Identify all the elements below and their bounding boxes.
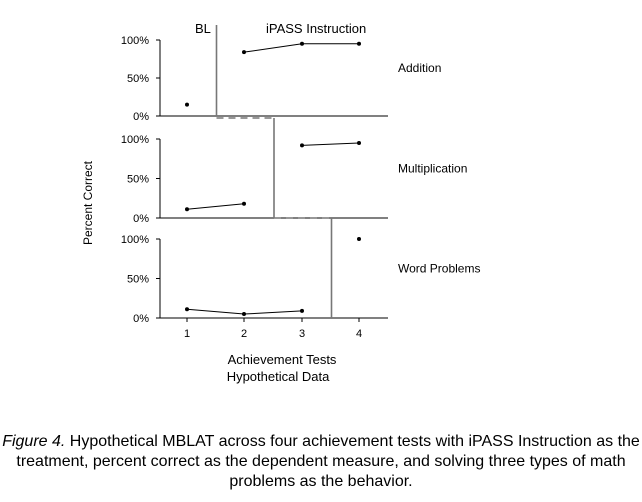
series-line: [244, 44, 302, 52]
x-tick-label: 1: [183, 328, 191, 340]
y-tick-label: 50%: [126, 73, 149, 85]
panel-label: Multiplication: [398, 161, 468, 176]
data-point: [357, 141, 361, 145]
figure-caption: [0, 432, 642, 492]
data-point: [300, 309, 304, 313]
y-axis-label: Percent Correct: [81, 160, 95, 246]
data-point: [185, 207, 189, 211]
data-point: [242, 50, 246, 54]
caption-label: Figure 4.: [2, 433, 66, 450]
data-point: [300, 143, 304, 147]
y-tick-label: 50%: [126, 273, 149, 286]
x-axis-label: Achievement Tests: [227, 352, 337, 367]
x-tick-label: 2: [240, 328, 248, 340]
series-line: [244, 311, 302, 314]
y-tick-label: 0%: [133, 111, 149, 123]
series-line: [187, 309, 244, 314]
data-point: [185, 307, 189, 311]
data-point: [357, 237, 361, 241]
y-tick-label: 50%: [126, 173, 149, 186]
x-tick-label: 4: [355, 328, 363, 340]
x-axis-sublabel: Hypothetical Data: [226, 369, 330, 384]
data-point: [242, 202, 246, 206]
y-tick-label: 100%: [120, 35, 149, 47]
phase-label-treatment: iPASS Instruction: [266, 21, 367, 36]
data-point: [300, 42, 304, 46]
phase-label-baseline: BL: [195, 21, 211, 36]
data-point: [357, 42, 361, 46]
data-point: [242, 312, 246, 316]
panels-group: [121, 35, 481, 340]
panel-label: Word Problems: [398, 261, 481, 276]
y-tick-label: 100%: [120, 134, 149, 146]
y-tick-label: 100%: [120, 234, 149, 246]
caption-text: Hypothetical MBLAT across four achievement tests with iPASS Instruction as the treatment, percent correct as the dependent measure, and solving three types of math problems as the behavior.: [16, 433, 640, 490]
x-tick-label: 3: [298, 328, 306, 340]
series-line: [302, 143, 359, 145]
phase-change-lines: [217, 25, 332, 318]
y-tick-label: 0%: [133, 213, 149, 225]
y-tick-label: 0%: [133, 313, 149, 325]
series-line: [187, 204, 244, 210]
panel-label: Addition: [398, 61, 442, 75]
data-point: [185, 103, 189, 107]
